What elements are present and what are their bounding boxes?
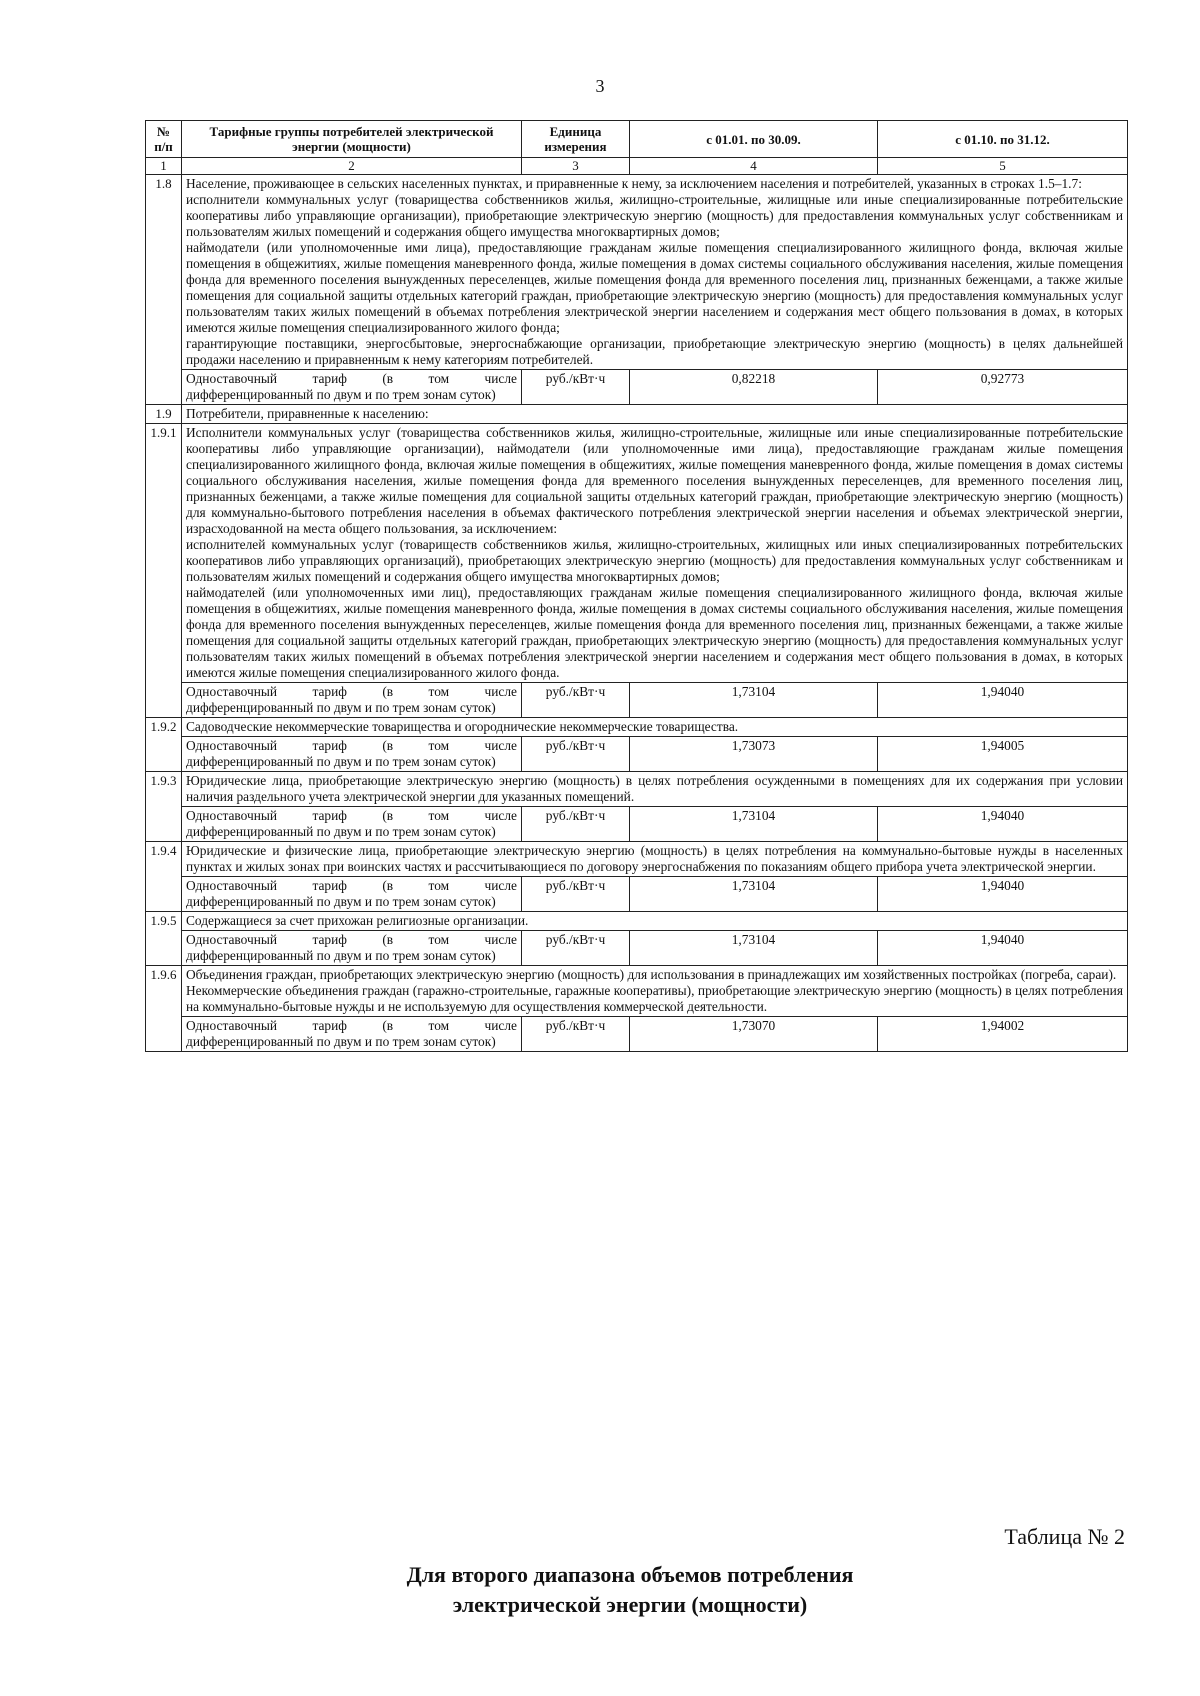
tariff-label: Одноставочный тариф (в том числе дифференцированный по двум и по трем зонам суток): [182, 877, 522, 912]
group-row: [146, 772, 1128, 807]
header-number: № п/п: [146, 121, 182, 158]
value-period-1: 1,73104: [630, 807, 878, 842]
value-period-2: 1,94005: [878, 737, 1128, 772]
value-period-1: 1,73104: [630, 877, 878, 912]
unit-cell: руб./кВт·ч: [522, 877, 630, 912]
page-number: 3: [595, 76, 605, 96]
value-period-1: 1,73104: [630, 683, 878, 718]
tariff-row: [146, 1017, 1128, 1052]
tariff-row: [146, 683, 1128, 718]
paragraph: исполнителей коммунальных услуг (товариществ собственников жилья, жилищно-строительных, жилищных или иных специализированных потребительских кооперативов либо управляющих организаций), приобретающих электрическую энергию (мощность) для предоставления коммунальных услуг собственникам и пользователям жилых помещений и содержания общего имущества многоквартирных домов;: [186, 537, 1123, 584]
paragraph: Содержащиеся за счет прихожан религиозные организации.: [186, 913, 529, 928]
paragraph: гарантирующие поставщики, энергосбытовые, энергоснабжающие организации, приобретающие электрическую энергию (мощность) в целях дальнейшей продажи населению и приравненным к нему категориям потребителей.: [186, 336, 1123, 367]
value-period-2: 1,94040: [878, 807, 1128, 842]
value-period-2: 1,94040: [878, 683, 1128, 718]
unit-cell: руб./кВт·ч: [522, 807, 630, 842]
row-index: 1.9.3: [146, 772, 182, 842]
table-caption: Таблица № 2: [1004, 1524, 1125, 1549]
group-title-row: [146, 405, 1128, 424]
header-period-2: с 01.10. по 31.12.: [878, 121, 1128, 158]
group-row: [146, 424, 1128, 683]
unit-cell: руб./кВт·ч: [522, 370, 630, 405]
value-period-1: 1,73104: [630, 931, 878, 966]
tariff-row: [146, 370, 1128, 405]
unit-cell: руб./кВт·ч: [522, 737, 630, 772]
paragraph: исполнители коммунальных услуг (товарищества собственников жилья, жилищно-строительные, жилищные или иные специализированные потребительские кооперативы либо управляющие организации), приобретающие электрическую энергию (мощность) для предоставления коммунальных услуг собственникам и пользователям жилых помещений и содержания общего имущества многоквартирных домов;: [186, 192, 1123, 239]
row-index: 1.9.6: [146, 966, 182, 1052]
column-number: 5: [878, 158, 1128, 175]
value-period-2: 1,94040: [878, 877, 1128, 912]
tariff-label: Одноставочный тариф (в том числе дифференцированный по двум и по трем зонам суток): [182, 683, 522, 718]
paragraph: Юридические лица, приобретающие электрическую энергию (мощность) в целях потребления осужденными в помещениях для их содержания при условии наличия раздельного учета электрической энергии для указанных помещений.: [186, 773, 1123, 804]
paragraph: наймодателей (или уполномоченных ими лиц), предоставляющих гражданам жилые помещения специализированного жилищного фонда, включая жилые помещения в общежитиях, жилые помещения маневренного фонда, жилые помещения в домах системы социального обслуживания населения, жилые помещения фонда для временного поселения вынужденных переселенцев, жилые помещения фонда для временного поселения лиц, признанных беженцами, а также жилые помещения для социальной защиты отдельных категорий граждан, приобретающих электрическую энергию (мощность) для предоставления коммунальных услуг пользователям таких жилых помещений в объемах потребления электрической энергии населением и содержания мест общего пользования в домах, в которых имеются жилые помещения специализированного жилого фонда.: [186, 585, 1123, 680]
paragraph: Некоммерческие объединения граждан (гаражно-строительные, гаражные кооперативы), приобретающие электрическую энергию (мощность) в целях потребления на коммунально-бытовые нужды и не используемую для осуществления коммерческой деятельности.: [186, 983, 1123, 1014]
column-number: 1: [146, 158, 182, 175]
group-title: Потребители, приравненные к населению:: [182, 405, 1128, 424]
group-row: [146, 718, 1128, 737]
tariff-row: [146, 877, 1128, 912]
tariff-row: [146, 737, 1128, 772]
paragraph: наймодатели (или уполномоченные ими лица), предоставляющие гражданам жилые помещения специализированного жилищного фонда, включая жилые помещения в общежитиях, жилые помещения маневренного фонда, жилые помещения в домах системы социального обслуживания населения, жилые помещения фонда для временного поселения вынужденных переселенцев, жилые помещения фонда для временного поселения лиц, признанных беженцами, а также жилые помещения для социальной защиты отдельных категорий граждан, приобретающие электрическую энергию (мощность) для предоставления коммунальных услуг пользователям таких жилых помещений в объемах потребления электрической энергии населением и содержания мест общего пользования в домах, в которых имеются жилые помещения специализированного жилого фонда;: [186, 240, 1123, 335]
column-number-row: [146, 158, 1128, 175]
group-row: [146, 842, 1128, 877]
row-index: 1.9.4: [146, 842, 182, 912]
value-period-1: 1,73073: [630, 737, 878, 772]
column-number: 2: [182, 158, 522, 175]
row-index: 1.9.2: [146, 718, 182, 772]
header-row: [146, 121, 1128, 158]
row-index: 1.9: [146, 405, 182, 424]
row-index: 1.9.5: [146, 912, 182, 966]
value-period-2: 1,94002: [878, 1017, 1128, 1052]
header-unit: Единица измерения: [522, 121, 630, 158]
value-period-2: 0,92773: [878, 370, 1128, 405]
group-description: [182, 966, 1128, 1017]
paragraph: Исполнители коммунальных услуг (товарищества собственников жилья, жилищно-строительные, жилищные или иные специализированные потребительские кооперативы либо управляющие организации), наймодатели (или уполномоченные ими лица), предоставляющие гражданам жилые помещения специализированного жилищного фонда, включая жилые помещения в общежитиях, жилые помещения маневренного фонда, жилые помещения в домах системы социального обслуживания населения, жилые помещения фонда для временного поселения вынужденных переселенцев, для временного поселения лиц, признанных беженцами, а также жилые помещения для социальной защиты отдельных категорий граждан, приобретающие электрическую энергию (мощность) для коммунально-бытового потребления населения в объемах фактического потребления электрической энергии населения и объемах электрической энергии, израсходованной на места общего пользования, за исключением:: [186, 425, 1123, 536]
tariff-label: Одноставочный тариф (в том числе дифференцированный по двум и по трем зонам суток): [182, 807, 522, 842]
value-period-1: 0,82218: [630, 370, 878, 405]
group-description: [182, 772, 1128, 807]
tariff-label: Одноставочный тариф (в том числе дифференцированный по двум и по трем зонам суток): [182, 370, 522, 405]
paragraph: Садоводческие некоммерческие товарищества и огороднические некоммерческие товарищества.: [186, 719, 739, 734]
tariff-label: Одноставочный тариф (в том числе дифференцированный по двум и по трем зонам суток): [182, 737, 522, 772]
unit-cell: руб./кВт·ч: [522, 1017, 630, 1052]
table-title-line: Для второго диапазона объемов потребления: [406, 1562, 854, 1587]
group-description: [182, 175, 1128, 370]
header-period-1: с 01.01. по 30.09.: [630, 121, 878, 158]
paragraph: Объединения граждан, приобретающих электрическую энергию (мощность) для использования в принадлежащих им хозяйственных постройках (погреба, сараи).: [186, 967, 1117, 982]
group-description: [182, 424, 1128, 683]
value-period-2: 1,94040: [878, 931, 1128, 966]
header-group: Тарифные группы потребителей электрической энергии (мощности): [182, 121, 522, 158]
table-title: [0, 1560, 1200, 1620]
table-title-line: электрической энергии (мощности): [452, 1592, 808, 1617]
row-index: 1.9.1: [146, 424, 182, 718]
column-number: 4: [630, 158, 878, 175]
row-index: 1.8: [146, 175, 182, 405]
group-description: [182, 718, 1128, 737]
paragraph: Юридические и физические лица, приобретающие электрическую энергию (мощность) в целях потребления на коммунально-бытовые нужды в населенных пунктах и жилых зонах при воинских частях и рассчитывающиеся по договору энергоснабжения по показаниям общего прибора учета электрической энергии.: [186, 843, 1123, 874]
group-row: [146, 966, 1128, 1017]
unit-cell: руб./кВт·ч: [522, 931, 630, 966]
tariff-table: [145, 120, 1128, 1052]
group-description: [182, 912, 1128, 931]
value-period-1: 1,73070: [630, 1017, 878, 1052]
group-description: [182, 842, 1128, 877]
group-row: [146, 175, 1128, 370]
group-row: [146, 912, 1128, 931]
tariff-row: [146, 807, 1128, 842]
paragraph: Население, проживающее в сельских населенных пунктах, и приравненные к нему, за исключением населения и потребителей, указанных в строках 1.5–1.7:: [186, 176, 1082, 191]
tariff-label: Одноставочный тариф (в том числе дифференцированный по двум и по трем зонам суток): [182, 1017, 522, 1052]
unit-cell: руб./кВт·ч: [522, 683, 630, 718]
tariff-row: [146, 931, 1128, 966]
column-number: 3: [522, 158, 630, 175]
tariff-label: Одноставочный тариф (в том числе дифференцированный по двум и по трем зонам суток): [182, 931, 522, 966]
